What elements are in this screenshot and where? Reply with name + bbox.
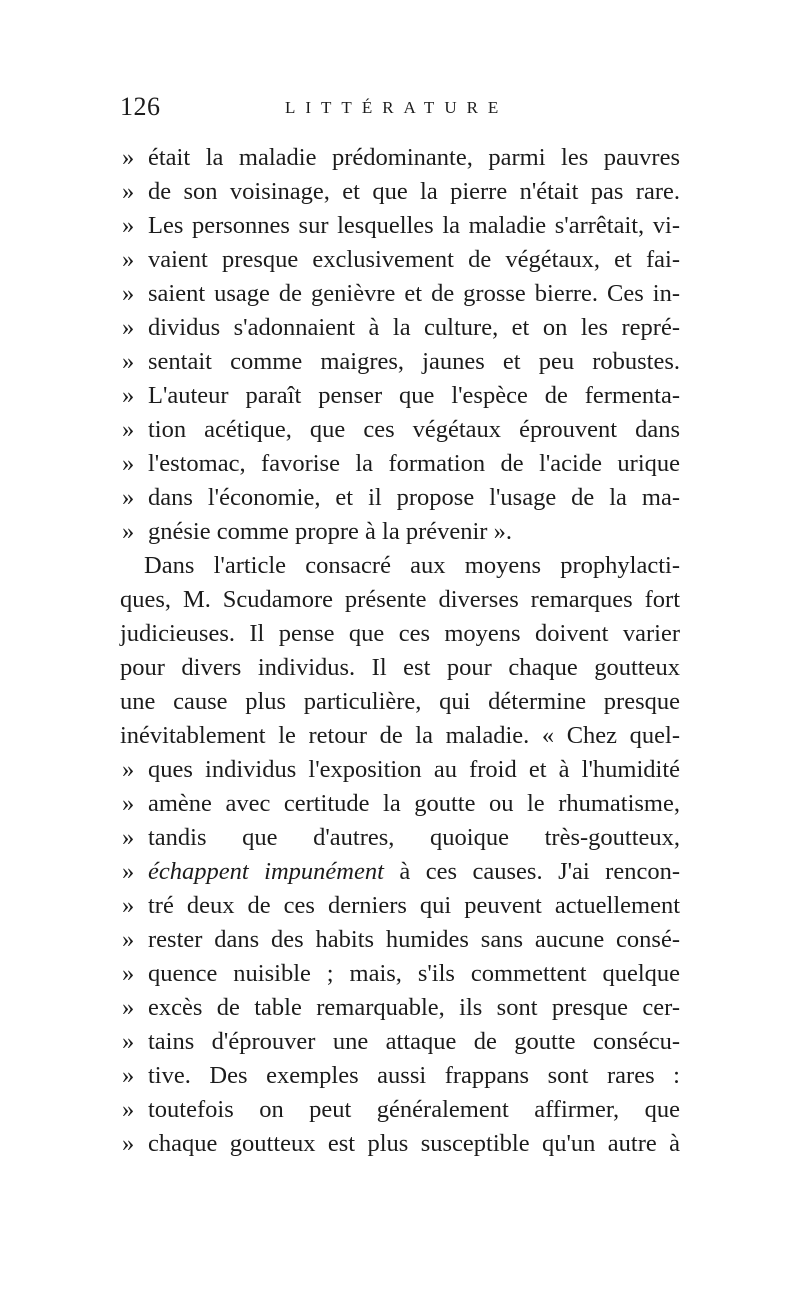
text-line xyxy=(120,1124,680,1164)
line-text: Dans l'article consacré aux moyens prophylacti- xyxy=(144,552,680,579)
quote-mark: » xyxy=(122,382,135,409)
quote-mark: » xyxy=(122,1062,135,1089)
line-text: dividus s'adonnaient à la culture, et on les repré- xyxy=(148,314,680,341)
line-text: quence nuisible ; mais, s'ils commettent quelque xyxy=(148,960,680,987)
page-number: 126 xyxy=(120,92,161,121)
line-text: amène avec certitude la goutte ou le rhumatisme, xyxy=(148,790,680,817)
quote-mark: » xyxy=(122,994,135,1021)
line-text: tive. Des exemples aussi frappans sont rares : xyxy=(148,1062,680,1089)
line-text: sentait comme maigres, jaunes et peu robustes. xyxy=(148,348,680,375)
quote-mark: » xyxy=(122,960,135,987)
running-title: LITTÉRATURE xyxy=(285,98,509,117)
line-text: tré deux de ces derniers qui peuvent actuellement xyxy=(148,892,680,919)
quote-mark: » xyxy=(122,246,135,273)
quote-mark: » xyxy=(122,280,135,307)
line-text: inévitablement le retour de la maladie. « Chez quel- xyxy=(120,722,680,749)
line-text: ques individus l'exposition au froid et à l'humidité xyxy=(148,756,680,783)
line-text: L'auteur paraît penser que l'espèce de fermenta- xyxy=(148,382,680,409)
quote-mark: » xyxy=(122,790,135,817)
line-text: judicieuses. Il pense que ces moyens doivent varier xyxy=(120,620,680,647)
quote-mark: » xyxy=(122,1096,135,1123)
line-text: vaient presque exclusivement de végétaux, et fai- xyxy=(148,246,680,273)
line-text: une cause plus particulière, qui détermine presque xyxy=(120,688,680,715)
line-text: chaque goutteux est plus susceptible qu'un autre à xyxy=(148,1130,680,1157)
line-text: rester dans des habits humides sans aucune consé- xyxy=(148,926,680,953)
quote-mark: » xyxy=(122,450,135,477)
line-text: dans l'économie, et il propose l'usage de la ma- xyxy=(148,484,680,511)
line-text: de son voisinage, et que la pierre n'était pas rare. xyxy=(148,178,680,205)
quote-mark: » xyxy=(122,518,135,545)
line-text: ques, M. Scudamore présente diverses remarques fort xyxy=(120,586,680,613)
line-text: tains d'éprouver une attaque de goutte consécu- xyxy=(148,1028,680,1055)
quote-mark: » xyxy=(122,926,135,953)
line-text: pour divers individus. Il est pour chaque goutteux xyxy=(120,654,680,681)
quote-mark: » xyxy=(122,212,135,239)
quote-mark: » xyxy=(122,314,135,341)
line-text: l'estomac, favorise la formation de l'acide urique xyxy=(148,450,680,477)
line-text: tion acétique, que ces végétaux éprouvent dans xyxy=(148,416,680,443)
quote-mark: » xyxy=(122,1130,135,1157)
quote-mark: » xyxy=(122,858,135,885)
quote-mark: » xyxy=(122,178,135,205)
line-text-rest: à ces causes. J'ai rencon- xyxy=(383,858,681,885)
quote-mark: » xyxy=(122,1028,135,1055)
quote-mark: » xyxy=(122,756,135,783)
line-text: excès de table remarquable, ils sont presque cer- xyxy=(148,994,680,1021)
line-text: toutefois on peut généralement affirmer, que xyxy=(148,1096,680,1123)
quote-mark: » xyxy=(122,416,135,443)
quote-mark: » xyxy=(122,892,135,919)
quote-mark: » xyxy=(122,484,135,511)
line-text: tandis que d'autres, quoique très-goutteux, xyxy=(148,824,680,851)
line-text: saient usage de genièvre et de grosse bierre. Ces in- xyxy=(148,280,680,307)
page-header xyxy=(120,92,680,132)
line-text: Les personnes sur lesquelles la maladie s'arrêtait, vi- xyxy=(148,212,680,239)
line-text: était la maladie prédominante, parmi les pauvres xyxy=(148,144,680,171)
quote-mark: » xyxy=(122,144,135,171)
quote-mark: » xyxy=(122,348,135,375)
line-text: gnésie comme propre à la prévenir ». xyxy=(148,518,512,545)
quote-mark: » xyxy=(122,824,135,851)
italic-phrase: échappent impunément xyxy=(148,858,384,885)
